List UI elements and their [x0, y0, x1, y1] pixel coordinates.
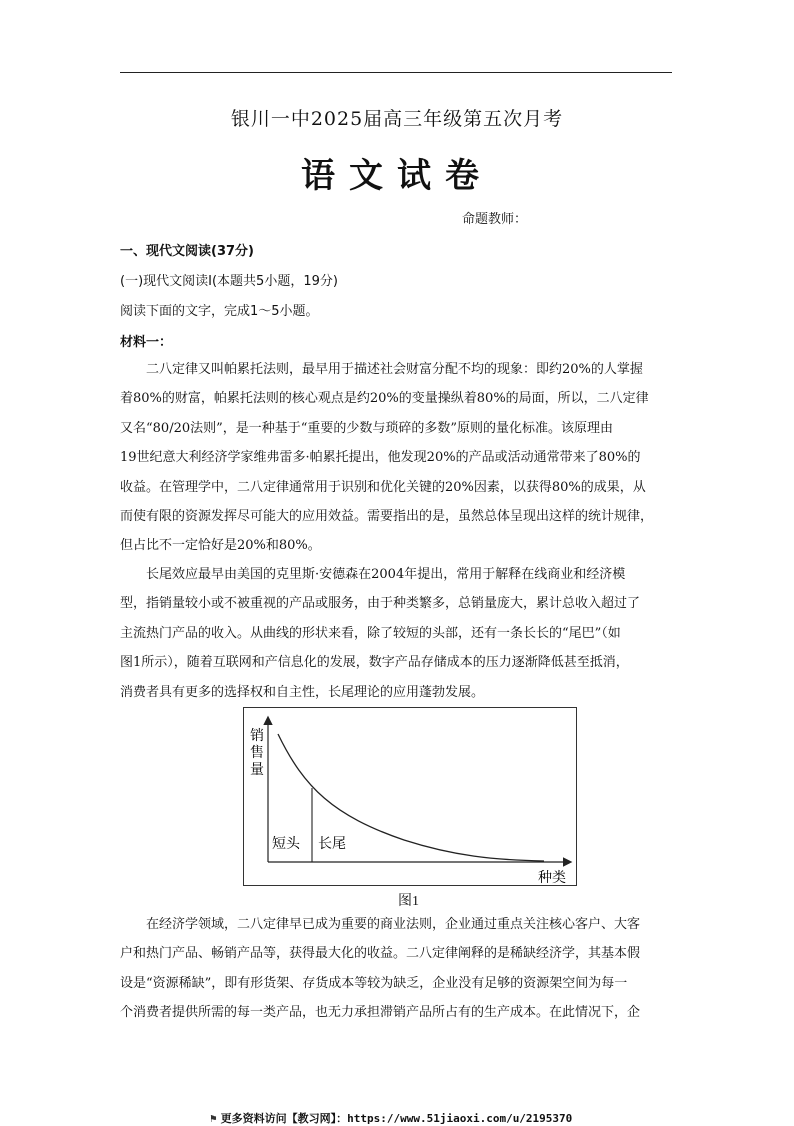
footer-text[interactable]: 更多资料访问【教习网】：https://www.51jiaoxi.com/u/2195370 — [220, 1112, 573, 1125]
paragraph-line: 图1所示），随着互联网和产信息化的发展，数字产品存储成本的压力逐渐降低甚至抵消， — [120, 655, 629, 671]
paragraph-line: 19世纪意大利经济学家维弗雷多·帕累托提出，他发现20%的产品或活动通常带来了80%的 — [120, 450, 641, 466]
paragraph-line: 型，指销量较小或不被重视的产品或服务，由于种类繁多，总销量庞大，累计总收入超过了 — [120, 596, 641, 612]
school-title: 银川一中2025届高三年级第五次月考 — [230, 108, 564, 130]
paragraph-line: 消费者具有更多的选择权和自主性，长尾理论的应用蓬勃发展。 — [120, 684, 485, 700]
figure-caption: 图1 — [398, 894, 419, 909]
section-heading: 一、现代文阅读(37分) — [120, 244, 254, 259]
paragraph-1 — [120, 355, 672, 561]
paragraph-line: 主流热门产品的收入。从曲线的形状来看，除了较短的头部，还有一条长长的“尾巴”（如 — [120, 625, 621, 641]
long-tail-chart — [244, 708, 578, 887]
paragraph-line: 着80%的财富，帕累托法则的核心观点是约20%的变量操纵着80%的局面，所以，二八定律 — [120, 391, 649, 407]
paragraph-line: 长尾效应最早由美国的克里斯·安德森在2004年提出，常用于解释在线商业和经济模 — [146, 567, 626, 582]
paragraph-line: 在经济学领域，二八定律早已成为重要的商业法则，企业通过重点关注核心客户、大客 — [146, 917, 641, 932]
paragraph-line: 二八定律又叫帕累托法则，最早用于描述社会财富分配不均的现象：即约20%的人掌握 — [146, 362, 643, 377]
flag-icon: ⚑ — [210, 1112, 217, 1125]
paragraph-line: 又名“80/20法则”，是一种基于“重要的少数与琐碎的多数”原则的量化标准。该原理由 — [120, 420, 614, 436]
paragraph-3 — [120, 910, 672, 1028]
paragraph-line: 户和热门产品、畅销产品等，获得最大化的收益。二八定律阐释的是稀缺经济学，其基本假 — [120, 946, 641, 962]
instruction: 阅读下面的文字，完成1～5小题。 — [120, 304, 319, 319]
x-axis-label: 种类 — [538, 870, 566, 886]
paragraph-line: 收益。在管理学中，二八定律通常用于识别和优化关键的20%因素，以获得80%的成果，从 — [120, 479, 646, 495]
paragraph-line: 设是“资源稀缺”，即有形货架、存货成本等较为缺乏，企业没有足够的资源架空间为每一 — [120, 975, 628, 991]
teacher-label: 命题教师： — [462, 212, 528, 227]
y-axis-label: 销 售 量 — [250, 728, 264, 778]
head-label: 短头 — [272, 836, 300, 852]
long-tail-figure — [243, 707, 577, 886]
material-label: 材料一： — [120, 335, 173, 350]
page-title: 语文试卷 — [301, 156, 493, 196]
paragraph-2 — [120, 560, 672, 707]
paragraph-line: 但占比不一定恰好是20%和80%。 — [120, 538, 321, 554]
sub-heading: (一)现代文阅读Ⅰ(本题共5小题，19分) — [120, 274, 338, 289]
paragraph-line: 而使有限的资源发挥尽可能大的应用效益。需要指出的是，虽然总体呈现出这样的统计规律， — [120, 509, 654, 525]
tail-label: 长尾 — [318, 836, 346, 852]
paragraph-line: 个消费者提供所需的每一类产品，也无力承担滞销产品所占有的生产成本。在此情况下，企 — [120, 1005, 641, 1021]
top-rule — [120, 72, 672, 73]
